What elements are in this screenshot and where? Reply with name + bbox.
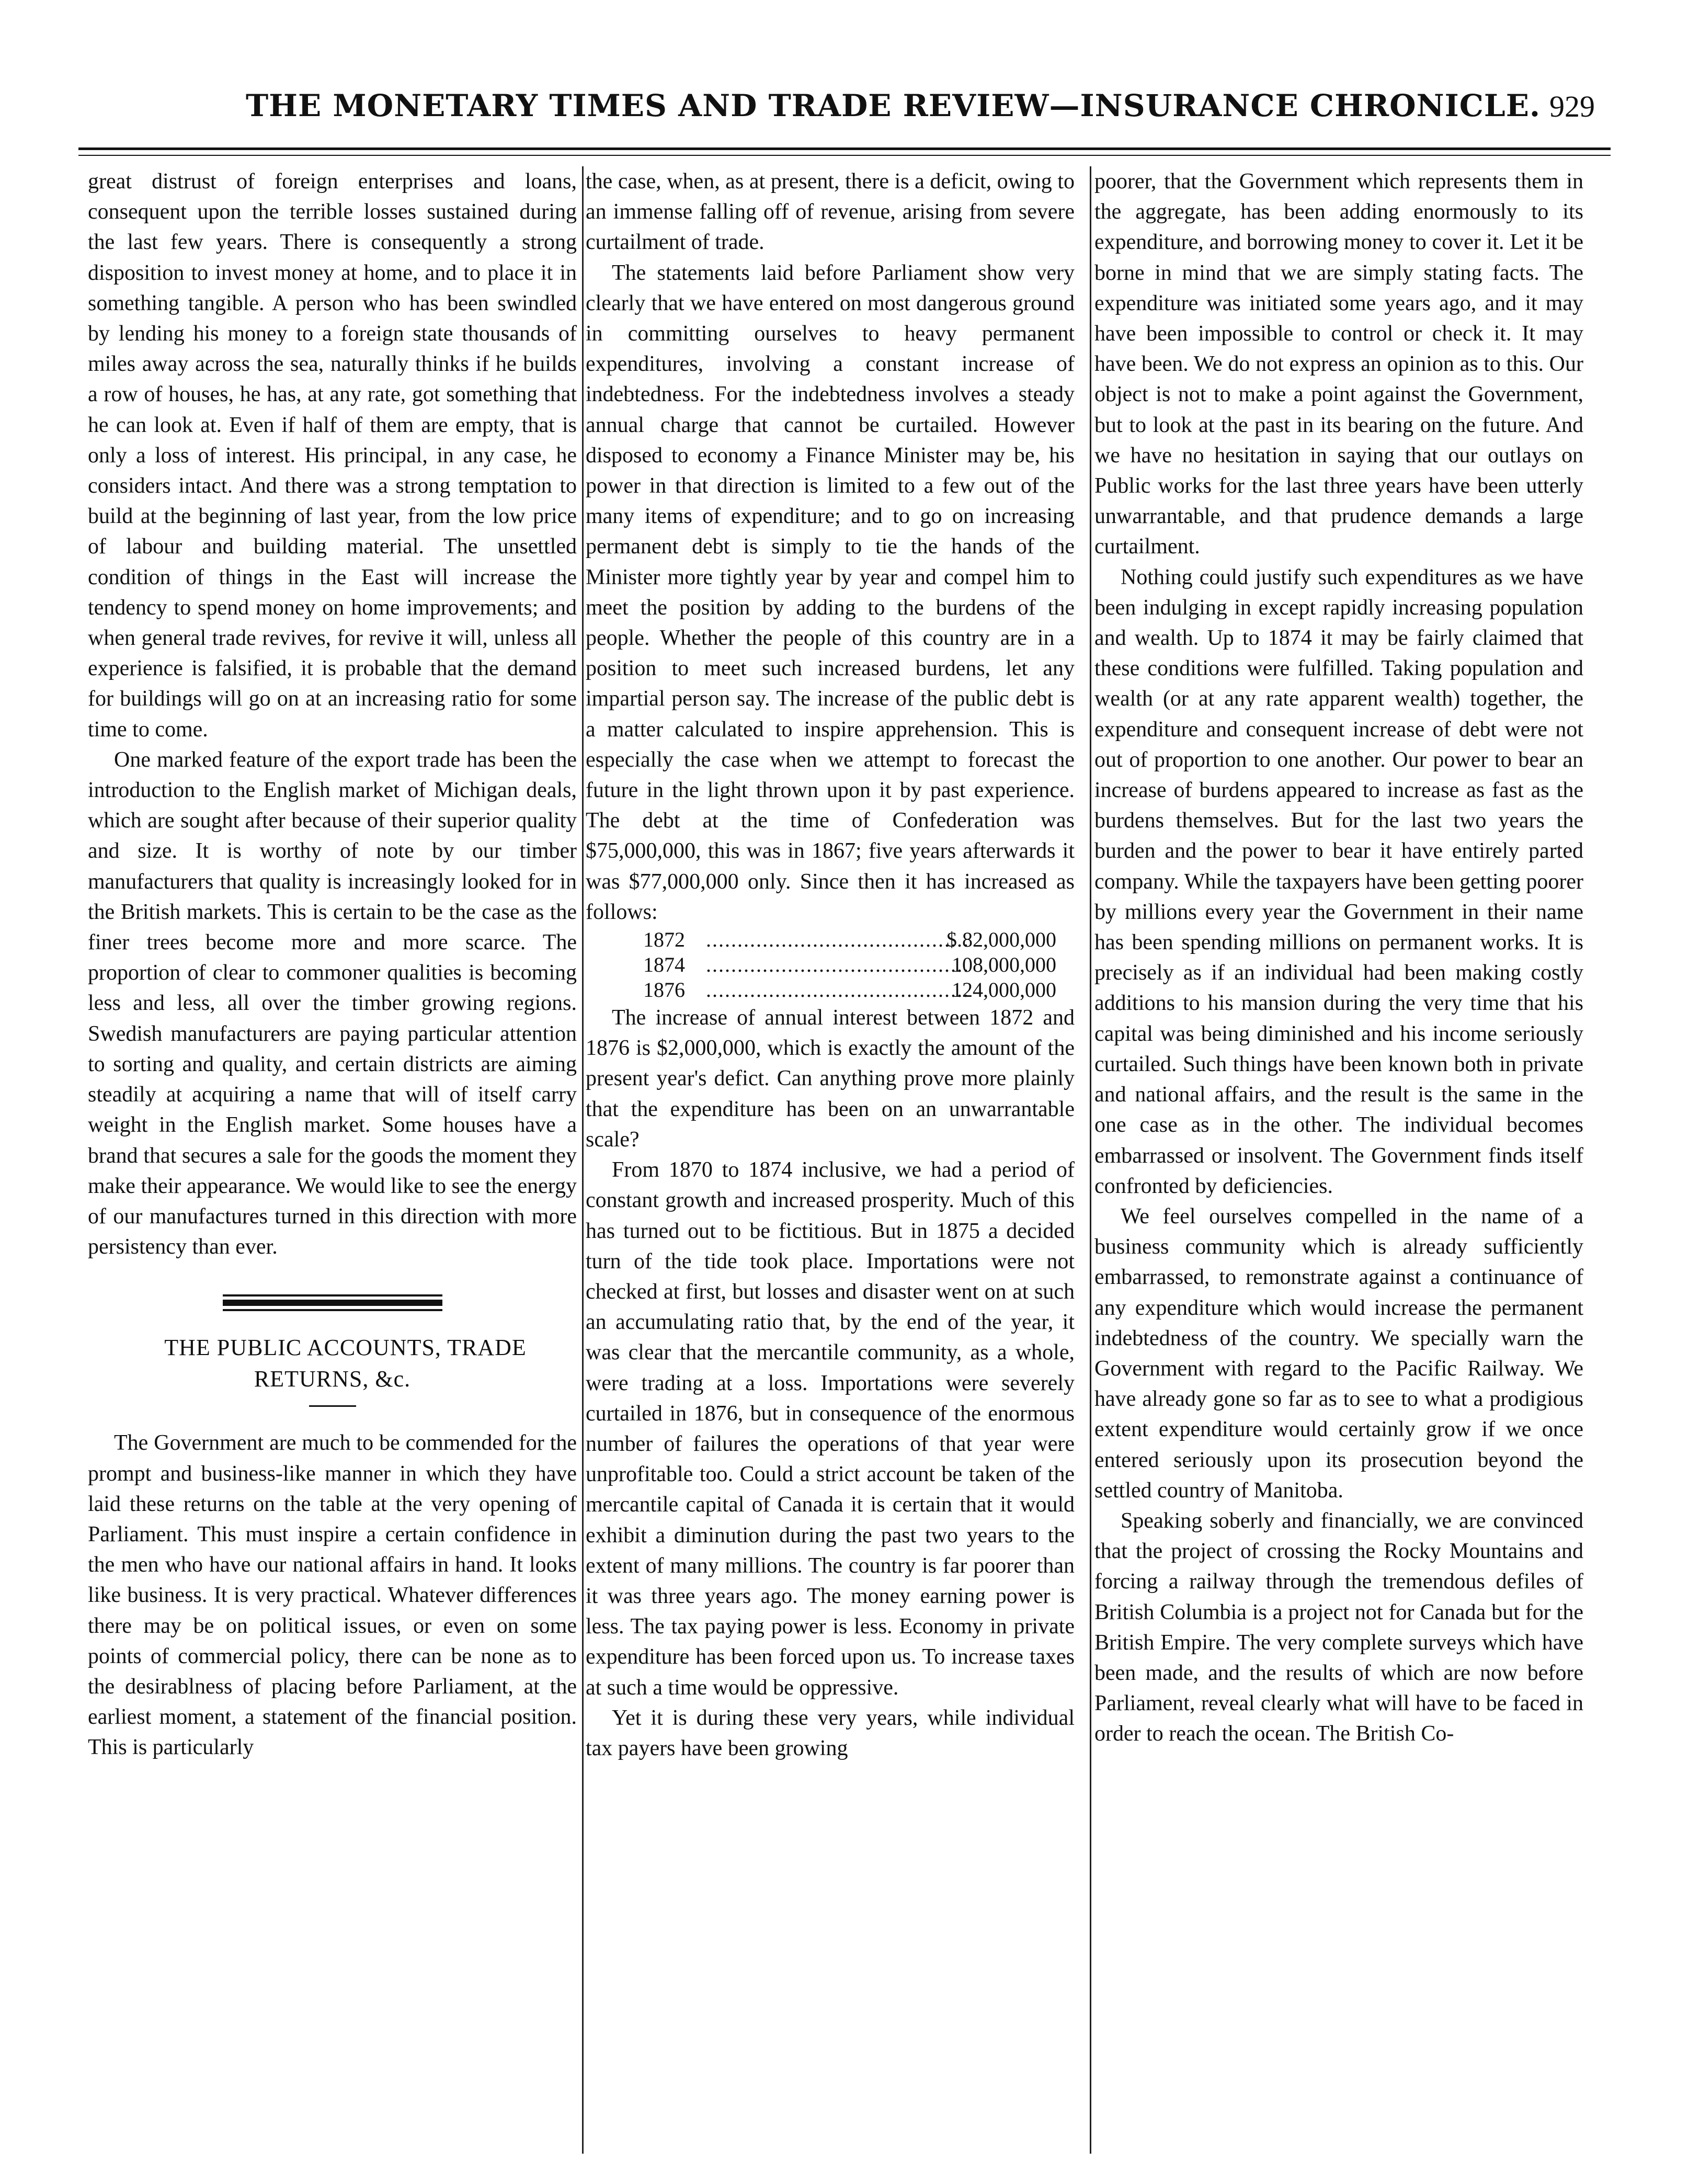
debt-year: 1874 (643, 953, 685, 977)
column-1 (88, 166, 577, 1763)
debt-table (643, 927, 1075, 1003)
debt-year: 1872 (643, 928, 685, 952)
publication-title: THE MONETARY TIMES AND TRADE REVIEW—INSURANCE CHRONICLE. (246, 88, 1541, 123)
column-2 (586, 166, 1075, 1764)
debt-amount: 108,000,000 (952, 953, 1056, 977)
leader-dots: .......................................... (706, 953, 969, 977)
paragraph: Speaking soberly and financially, we are convinced that the project of crossing the Rocky Mountains and forcing a railway through the tremendous defiles of British Columbia is a project not for Canada but for the British Empire. The very complete surveys which have been made, and the results of which are now before Parliament, reveal clearly what will have to be faced in order to reach the ocean. The British Co- (1094, 1508, 1583, 1746)
section-title: THE PUBLIC ACCOUNTS, TRADE RETURNS, &c. (164, 1335, 527, 1392)
paragraph: The statements laid before Parliament show very clearly that we have entered on most dangerous ground in committing ourselves to heavy permanent expenditures, involving a constant increase of indebtedness. For the indebtedness involves a steady annual charge that cannot be curtailed. However disposed to economy a Finance Minister may be, his power in that direction is limited to a few out of the many items of expenditure; and to go on increasing permanent debt is simply to tie the hands of the Minister more tightly year by year and compel him to meet the position by adding to the burdens of the people. Whether the people of this country are in a position to meet such increased burdens, let any impartial person say. The increase of the public debt is a matter calculated to inspire apprehension. This is especially the case when we attempt to forecast the future in the light thrown upon it by past experience. The debt at the time of Confederation was $75,000,000, this was in 1867; five years afterwards it was $77,000,000 only. Since then it has increased as follows: (586, 260, 1075, 924)
paragraph: Nothing could justify such expenditures as we have been indulging in except rapidly increasing population and wealth. Up to 1874 it may be fairly claimed that these conditions were fulfilled. Taking population and wealth (or at any rate apparent wealth) together, the expenditure and consequent increase of debt were not out of proportion to one another. Our power to bear an increase of burdens appeared to increase as fast as the burdens themselves. But for the last two years the burden and the power to bear it have entirely parted company. While the taxpayers have been getting poorer by millions every year the Government in their name has been spending millions on permanent works. It is precisely as if an individual had been making costly additions to his mansion during the very time that his capital was being diminished and his income seriously curtailed. Such things have been known both in private and national affairs, and the result is the same in the one case as in the other. The individual becomes embarrassed or insolvent. The Government finds itself confronted by deficiencies. (1094, 565, 1583, 1198)
paragraph: We feel ourselves compelled in the name of a business community which is already sufficiently embarrassed, to remonstrate against a continuance of any expenditure which would increase the permanent indebtedness of the country. We specially warn the Government with regard to the Pacific Railway. We have already gone so far as to see to what a prodigious extent expenditure would certainly grow if we once entered seriously upon its prosecution beyond the settled country of Manitoba. (1094, 1204, 1583, 1503)
paragraph: One marked feature of the export trade has been the introduction to the English market of Michigan deals, which are sought after because of their superior quality and size. It is worthy of note by our timber manufacturers that quality is increasingly looked for in the British markets. This is certain to be the case as the finer trees become more and more scarce. The proportion of clear to commoner qualities is becoming less and less, all over the timber growing regions. Swedish manufacturers are paying particular attention to sorting and quality, and certain districts are aiming steadily at acquiring a name that will of itself carry weight in the English market. Some houses have a brand that secures a sale for the goods the moment they make their appearance. We would like to see the energy of our manufactures turned in this direction with more persistency than ever. (88, 747, 577, 1259)
page-header (78, 88, 1595, 135)
title-rule (309, 1405, 356, 1407)
debt-row (643, 927, 1075, 952)
debt-row (643, 977, 1075, 1003)
debt-amount: 124,000,000 (952, 978, 1056, 1002)
section-divider (223, 1294, 442, 1311)
debt-year: 1876 (643, 978, 685, 1002)
column-divider-1 (582, 166, 584, 2154)
debt-amount: $ 82,000,000 (946, 928, 1056, 952)
column-3 (1094, 166, 1583, 1749)
debt-row (643, 952, 1075, 977)
paragraph: Yet it is during these very years, while individual tax payers have been growing (586, 1705, 1075, 1760)
column-divider-2 (1090, 166, 1091, 2154)
paragraph: the case, when, as at present, there is a deficit, owing to an immense falling off of revenue, arising from severe curtailment of trade. (586, 169, 1075, 255)
paragraph: The increase of annual interest between 1872 and 1876 is $2,000,000, which is exactly the amount of the present year's defict. Can anything prove more plainly that the expenditure has been on an unwarrantable scale? (586, 1006, 1075, 1152)
header-rule-thin (78, 155, 1611, 156)
paragraph: great distrust of foreign enterprises and loans, consequent upon the terrible losses sustained during the last few years. There is consequently a strong disposition to invest money at home, and to place it in something tangible. A person who has been swindled by lending his money to a foreign state thousands of miles away across the sea, naturally thinks if he builds a row of houses, he has, at any rate, got something that he can look at. Even if half of them are empty, that is only a loss of interest. His principal, in any case, he considers intact. And there was a strong temptation to build at the beginning of last year, from the low price of labour and building material. The unsettled condition of things in the East will increase the tendency to spend money on home improvements; and when general trade revives, for revive it will, unless all experience is falsified, it is probable that the demand for buildings will go on at an increasing ratio for some time to come. (88, 169, 577, 742)
paragraph: From 1870 to 1874 inclusive, we had a period of constant growth and increased prosperity. Much of this has turned out to be fictitious. But in 1875 a decided turn of the tide took place. Importations were not checked at first, but losses and disaster went on at such an accumulating ratio that, by the end of the year, it was clear that the mercantile community, as a whole, were trading at a loss. Importations were severely curtailed in 1876, but in consequence of the enormous number of failures the operations of that year were unprofitable too. Could a strict account be taken of the mercantile capital of Canada it is certain that it would exhibit a diminution during the past two years to the extent of many millions. The country is far poorer than it was three years ago. The money earning power is less. The tax paying power is less. Economy in private expenditure has been forced upon us. To increase taxes at such a time would be oppressive. (586, 1158, 1075, 1700)
page-number: 929 (1549, 89, 1595, 123)
header-rule-thick (78, 147, 1611, 150)
leader-dots: .......................................... (706, 928, 969, 952)
paragraph: The Government are much to be commended for the prompt and business-like manner in which they have laid these returns on the table at the very opening of Parliament. This must inspire a certain confidence in the men who have our national affairs in hand. It looks like business. It is very practical. Whatever differences there may be on political issues, or even on some points of commercial policy, there can be none as to the desirablness of placing before Parliament, at the earliest moment, a statement of the financial position. This is particularly (88, 1431, 577, 1760)
leader-dots: .......................................... (706, 978, 969, 1002)
paragraph: poorer, that the Government which represents them in the aggregate, has been adding enormously to its expenditure, and borrowing money to cover it. Let it be borne in mind that we are simply stating facts. The expenditure was initiated some years ago, and it may have been impossible to control or check it. It may have been. We do not express an opinion as to this. Our object is not to make a point against the Government, but to look at the past in its bearing on the future. And we have no hesitation in saying that our outlays on Public works for the last three years have been utterly unwarrantable, and that prudence demands a large curtailment. (1094, 169, 1583, 559)
